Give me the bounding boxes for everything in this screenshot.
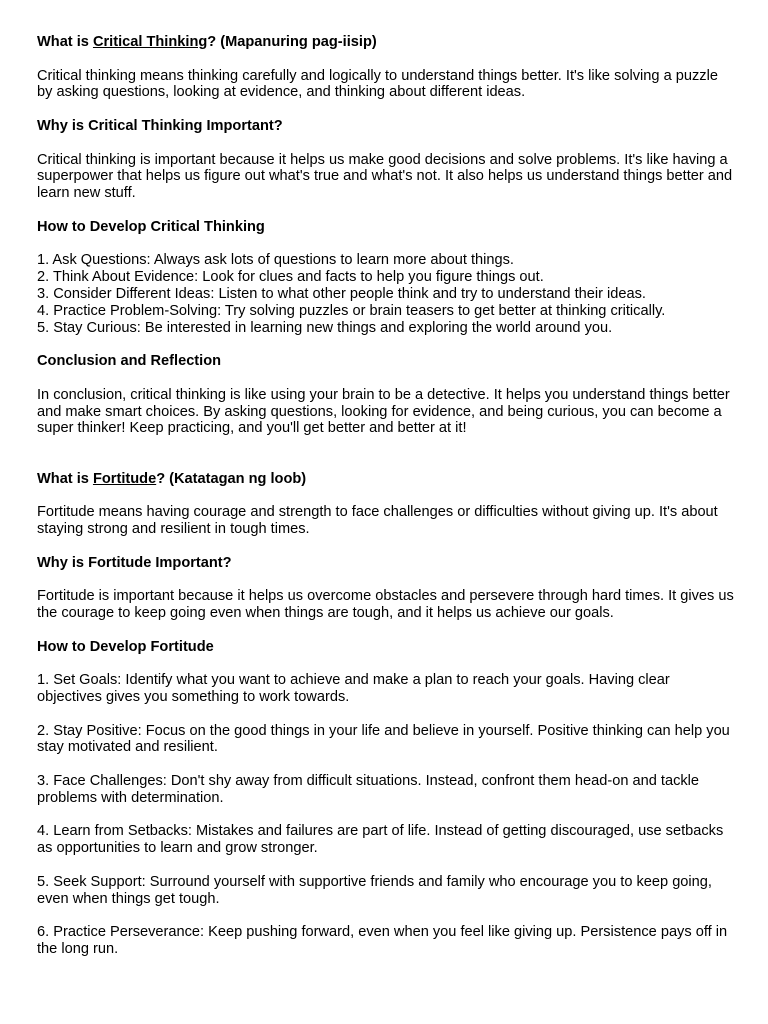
- critical-thinking-why-heading: Why is Critical Thinking Important?: [37, 117, 283, 134]
- critical-thinking-how-heading: How to Develop Critical Thinking: [37, 218, 265, 235]
- list-item: 3. Consider Different Ideas: Listen to what other people think and try to understand their ideas.: [37, 285, 646, 302]
- fortitude-how-heading: How to Develop Fortitude: [37, 638, 214, 655]
- conclusion-heading: Conclusion and Reflection: [37, 353, 222, 370]
- critical-thinking-heading: What is Critical Thinking? (Mapanuring pag-iisip): [37, 34, 377, 50]
- fortitude-section: [37, 471, 737, 958]
- list-item: 2. Think About Evidence: Look for clues and facts to help you figure things out.: [37, 269, 544, 286]
- list-item: 1. Ask Questions: Always ask lots of questions to learn more about things.: [37, 252, 514, 269]
- list-item: 1. Set Goals: Identify what you want to achieve and make a plan to reach your goals. Having clear objectives gives you something to work towards.: [37, 672, 670, 706]
- fortitude-why-heading: Why is Fortitude Important?: [37, 554, 232, 571]
- critical-thinking-section: [37, 34, 737, 437]
- critical-thinking-steps: [37, 252, 737, 336]
- critical-thinking-term: Critical Thinking: [92, 34, 208, 50]
- fortitude-heading: What is Fortitude? (Katatagan ng loob): [37, 470, 307, 487]
- fortitude-intro: Fortitude means having courage and strength to face challenges or difficulties without giving up. It's about staying strong and resilient in tough times.: [37, 504, 718, 538]
- list-item: 5. Stay Curious: Be interested in learning new things and exploring the world around you.: [37, 319, 613, 336]
- list-item: 4. Practice Problem-Solving: Try solving puzzles or brain teasers to get better at thinking critically.: [37, 302, 666, 319]
- fortitude-term: Fortitude: [92, 470, 157, 487]
- fortitude-why-text: Fortitude is important because it helps us overcome obstacles and persevere through hard times. It gives us the courage to keep going even when things are tough, and it helps us achieve our goals.: [37, 588, 734, 622]
- list-item: 3. Face Challenges: Don't shy away from difficult situations. Instead, confront them head-on and tackle problems with determination.: [37, 773, 700, 806]
- list-item: 6. Practice Perseverance: Keep pushing forward, even when you feel like giving up. Persistence pays off in the long run.: [37, 924, 728, 958]
- list-item: 4. Learn from Setbacks: Mistakes and failures are part of life. Instead of getting discouraged, use setbacks as opportunities to learn and grow stronger.: [37, 823, 724, 857]
- critical-thinking-why-text: Critical thinking is important because it helps us make good decisions and solve problems. It's like having a superpower that helps us figure out what's true and what's not. It also helps us understand things better and learn new stuff.: [37, 151, 733, 202]
- conclusion-text: In conclusion, critical thinking is like using your brain to be a detective. It helps you understand things better and make smart choices. By asking questions, looking for evidence, and being curious, you can become a super thinker! Keep practicing, and you'll get better and better at it!: [37, 386, 730, 437]
- critical-thinking-intro: Critical thinking means thinking carefully and logically to understand things better. It's like solving a puzzle by asking questions, looking at evidence, and thinking about different ideas.: [37, 67, 718, 101]
- list-item: 2. Stay Positive: Focus on the good things in your life and believe in yourself. Positive thinking can help you stay motivated and resilient.: [37, 722, 730, 756]
- list-item: 5. Seek Support: Surround yourself with supportive friends and family who encourage you to keep going, even when things get tough.: [37, 873, 712, 907]
- document-page: [37, 34, 737, 958]
